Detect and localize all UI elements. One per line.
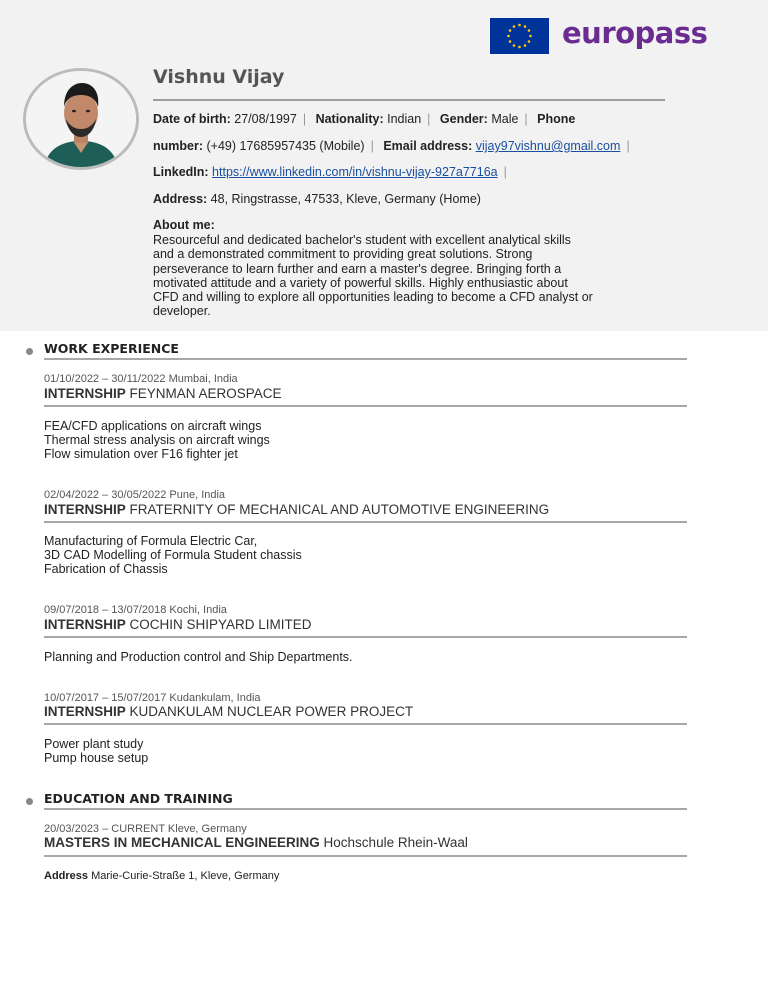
job-line: Manufacturing of Formula Electric Car, [44, 534, 258, 548]
job-role: INTERNSHIP [44, 386, 126, 401]
profile-photo [23, 68, 139, 170]
section-title-work: WORK EXPERIENCE [44, 341, 179, 356]
email-link[interactable]: vijay97vishnu@gmail.com [475, 139, 621, 153]
job-divider [44, 405, 687, 407]
job-org: COCHIN SHIPYARD LIMITED [129, 617, 312, 632]
nationality-label: Nationality: [315, 112, 384, 126]
about-text [153, 233, 643, 319]
personal-info-line-4 [153, 192, 481, 206]
job-line: Thermal stress analysis on aircraft wings [44, 433, 270, 447]
job-role: INTERNSHIP [44, 704, 126, 719]
about-line: perseverance to learn further and earn a master's degree. Bringing forth a [153, 261, 562, 276]
personal-info-line-3: LinkedIn: https://www.linkedin.com/in/vishnu-vijay-927a7716a | [153, 165, 507, 179]
job-divider [44, 723, 687, 725]
personal-info-line-1: Date of birth: 27/08/1997 | Nationality: Indian | Gender: Male | Phone [153, 112, 576, 126]
job-title [44, 617, 312, 632]
education-address [44, 870, 279, 882]
address-label: Address: [153, 192, 208, 206]
job-title [44, 704, 413, 719]
gender-value: Male [491, 112, 519, 126]
education-title [44, 835, 468, 850]
job-role: INTERNSHIP [44, 502, 126, 517]
email-label: Email address: [383, 139, 473, 153]
job-role: INTERNSHIP [44, 617, 126, 632]
job-org: KUDANKULAM NUCLEAR POWER PROJECT [129, 704, 414, 719]
section-divider [44, 808, 687, 810]
phone-label-continued: number: [153, 139, 203, 153]
nationality-value: Indian [387, 112, 422, 126]
address-value: 48, Ringstrasse, 47533, Kleve, Germany (Home) [210, 192, 481, 206]
dob-label: Date of birth: [153, 112, 231, 126]
europass-logo: europass [562, 16, 708, 50]
job-description [44, 419, 270, 461]
job-date: 09/07/2018 – 13/07/2018 Kochi, India [44, 604, 227, 616]
job-date: 01/10/2022 – 30/11/2022 Mumbai, India [44, 373, 238, 385]
about-line: CFD and willing to explore all opportunities leading to become a CFD analyst or [153, 290, 593, 305]
job-divider [44, 521, 687, 523]
job-org: FRATERNITY OF MECHANICAL AND AUTOMOTIVE ENGINEERING [129, 502, 550, 517]
education-address-label: Address [44, 870, 89, 882]
job-divider [44, 636, 687, 638]
person-name: Vishnu Vijay [153, 66, 285, 88]
dob-value: 27/08/1997 [234, 112, 297, 126]
school: Hochschule Rhein-Waal [323, 835, 468, 850]
job-line: 3D CAD Modelling of Formula Student chassis [44, 548, 302, 562]
phone-value: (+49) 17685957435 (Mobile) [206, 139, 365, 153]
job-description [44, 737, 148, 765]
section-bullet-icon [26, 798, 33, 805]
education-address-value: Marie-Curie-Straße 1, Kleve, Germany [91, 870, 280, 882]
name-divider [153, 99, 665, 101]
linkedin-link[interactable]: https://www.linkedin.com/in/vishnu-vijay-927a7716a [212, 165, 498, 179]
education-date: 20/03/2023 – CURRENT Kleve, Germany [44, 823, 247, 835]
personal-info-line-2: number: (+49) 17685957435 (Mobile) | Email address: vijay97vishnu@gmail.com | [153, 139, 630, 153]
job-line: FEA/CFD applications on aircraft wings [44, 419, 262, 433]
eu-flag-icon [490, 18, 549, 54]
phone-label: Phone [537, 112, 576, 126]
gender-label: Gender: [439, 112, 488, 126]
job-line: Power plant study [44, 737, 144, 751]
section-bullet-icon [26, 348, 33, 355]
job-date: 10/07/2017 – 15/07/2017 Kudankulam, India [44, 692, 261, 704]
about-line: Resourceful and dedicated bachelor's student with excellent analytical skills [153, 233, 571, 247]
job-line: Pump house setup [44, 751, 149, 765]
about-line: developer. [153, 304, 211, 319]
job-title [44, 386, 282, 401]
about-line: and a demonstrated commitment to providing great solutions. Strong [153, 247, 533, 262]
job-description [44, 650, 353, 664]
linkedin-label: LinkedIn: [153, 165, 209, 179]
about-line: motivated attitude and a variety of powerful skills. Highly enthusiastic about [153, 275, 568, 290]
education-divider [44, 855, 687, 857]
job-description [44, 534, 302, 576]
degree: MASTERS IN MECHANICAL ENGINEERING [44, 835, 320, 850]
job-line: Planning and Production control and Ship Departments. [44, 650, 353, 664]
section-title-education: EDUCATION AND TRAINING [44, 791, 233, 806]
job-org: FEYNMAN AEROSPACE [129, 386, 282, 401]
section-divider [44, 358, 687, 360]
job-date: 02/04/2022 – 30/05/2022 Pune, India [44, 489, 226, 501]
about-title: About me: [153, 218, 215, 232]
job-line: Flow simulation over F16 fighter jet [44, 447, 238, 461]
job-line: Fabrication of Chassis [44, 562, 168, 576]
job-title [44, 502, 549, 517]
